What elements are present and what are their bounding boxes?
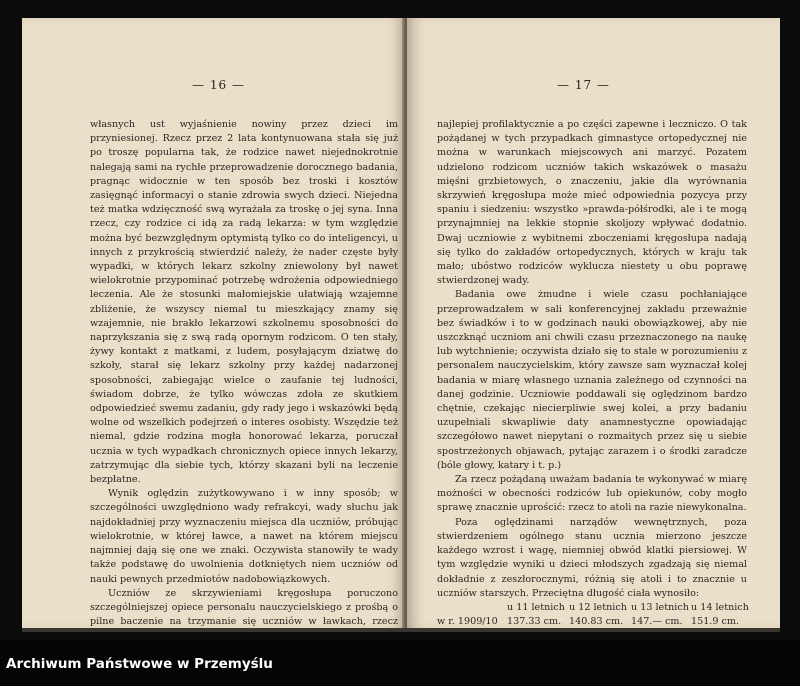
table-header-cell: u 11 letnich <box>507 601 565 613</box>
paragraph: Za rzecz pożądaną uważam badania te wykonywać w miarę możności w obecności rodziców lub opiekunów, coby mogło sprawę znacznie uprościć: rzecz to atoli na razie niewykonalna. <box>437 474 747 514</box>
paragraph: własnych ust wyjaśnienie nowiny przez dzieci im przyniesionej. Rzecz przez 2 lata kontynuowana stała się już po troszę popularna tak, że rodzice nawet niejednokrotnie nalegają sami na rychłe przeprowadzenie dorocznego badania, pragnąc widocznie w ten sposób bez troski i kosztów zasięgnąć informacyi o stanie zdrowia swych dzieci. Niejedna też matka wdzięczność swą wyrażała za troskę o jej syna. Inna rzecz, czy rodzice ci idą za radą lekarza: w tym względzie można być bezwzględnym optymistą tylko co do inteligencyi, u innych z przykrością stwierdzić należy, że nader częste były wypadki, w których lekarz szkolny zniewolony był nawet wielokrotnie przypominać potrzebę wdrożenia odpowiedniego leczenia. Ale że stosunki małomiejskie ułatwiają wzajemne zbliżenie, że wszyscy niemal tu mieszkający znamy się wzajemnie, nie brakło lekarzowi szkolnemu sposobności do naprzykszania się z swą radą opornym rodzicom. O ten stały, żywy kontakt z matkami, z ludem, posyłającym dziatwę do szkoły, starał się lekarz szkolny przy każdej nadarzonej sposobności, zabiegając wielce o zaufanie tej ludności, świadom dobrze, że tylko wówczas zdoła ze skutkiem odpowiedzieć swemu zadaniu, gdy rady jego i wskazówki będą wolne od wszelkich podejrzeń o interes osobisty. Wszędzie też niemal, gdzie rodzina mogła honorować lekarza, poruczał ucznia w tych wypadkach chronicznych opiece innych lekarzy, zatrzymując dla siebie tych, którzy skazani byli na leczenie bezpłatne. <box>90 119 398 486</box>
table-cell: 140.83 cm. <box>569 616 624 628</box>
open-book <box>22 18 780 632</box>
page-number: — 17 — <box>557 78 610 92</box>
archive-footer <box>0 640 800 686</box>
page-number: — 16 — <box>192 78 245 92</box>
paragraph: Wynik oględzin zużytkowywano i w inny sposób; w szczególności uwzględniono wady refrakcyi, wady słuchu jak najdokładniej przy wyznaczeniu miejsca dla uczniów, próbując wielokrotnie, w której ławce, a nawet na którem miejscu najmniej dają się one we znaki. Oczywista stanowiły te wady także podstawę do uwolnienia dotkniętych niem uczniów od nauki pewnych przedmiotów nadobowiązkowych. <box>90 488 398 585</box>
paragraph: Poza oględzinami narządów wewnętrznych, poza stwierdzeniem ogólnego stanu ucznia mierzono jeszcze każdego wzrost i wagę, niemniej obwód klatki piersiowej. W tym względzie wyniki u dzieci młodszych zgadzają się niemal dokładnie z zeszłorocznymi, różnią się atoli i to znacznie u uczniów starszych. Przeciętna długość ciała wynosiło: <box>437 516 747 599</box>
table-cell: 147.— cm. <box>631 616 683 628</box>
table-row <box>437 615 747 628</box>
paragraph: najlepiej profilaktycznie a po części zapewne i leczniczo. O tak pożądanej w tych przypadkach gimnastyce ortopedycznej nie można w warunkach miejscowych ani marzyć. Pozatem udzielono rodzicom uczniów takich wskazówek o masażu mięśni grzbietowych, o znaczeniu, jakie dla wyrównania skrzywień kręgosłupa może mieć odpowiednia pozycya przy spaniu i siedzeniu: wszystko »prawda-półśrodki, ale i te mogą przynajmniej na lekkie stopnie skoljozy wpływać dodatnio. Dwaj uczniowie z wybitnemi zboczeniami kręgosłupa nadają się tylko do zakładów ortopedycznych, których w kraju tak mało; ubóstwo rodziców wyklucza niestety u obu poprawę stwierdzonej wady. <box>437 119 747 287</box>
right-page <box>407 18 780 628</box>
table-header-row <box>437 601 747 615</box>
table-cell: 137.33 cm. <box>507 616 562 628</box>
left-page <box>22 18 405 628</box>
right-page-text <box>437 118 747 628</box>
table-header-cell: u 13 letnich <box>631 601 689 613</box>
left-page-text <box>90 118 398 628</box>
measurement-table <box>437 601 747 628</box>
table-header-cell: u 14 letnich <box>691 601 749 613</box>
archive-name: Archiwum Państwowe w Przemyślu <box>6 656 273 672</box>
table-cell: 151.9 cm. <box>691 616 740 628</box>
paragraph: Badania owe żmudne i wiele czasu pochłaniające przeprowadzałem w sali konferencyjnej zakładu przeważnie bez świadków i to w godzinach nauki obowiązkowej, aby nie uszczknąć uczniom ani chwili czasu przeznaczonego na naukę lub wytchnienie; oczywista działo się to stale w porozumieniu z personalem nauczycielskim, który zawsze sam wyznaczał kolej badania w miarę własnego uznania zależnego od czynności na danej godzinie. Uczniowie poddawali się oględzinom bardzo chętnie, czekając niecierpliwie swej kolei, a przy badaniu uzupełniali skwapliwie daty anamnestyczne opowiadając szczegółowo nawet niepytani o rozmaitych przez się u siebie spostrzeżonych objawach, pytając zarazem i o środki zaradcze (bóle głowy, katary i t. p.) <box>437 289 747 471</box>
table-header-cell: u 12 letnich <box>569 601 627 613</box>
paragraph: Uczniów ze skrzywieniami kręgosłupa poruczono szczególniejszej opiece personalu nauczycielskiego z prośbą o pilne baczenie na trzymanie się uczniów w ławkach, rzecz <box>90 587 398 628</box>
table-cell: w r. 1909/10 <box>437 616 498 628</box>
